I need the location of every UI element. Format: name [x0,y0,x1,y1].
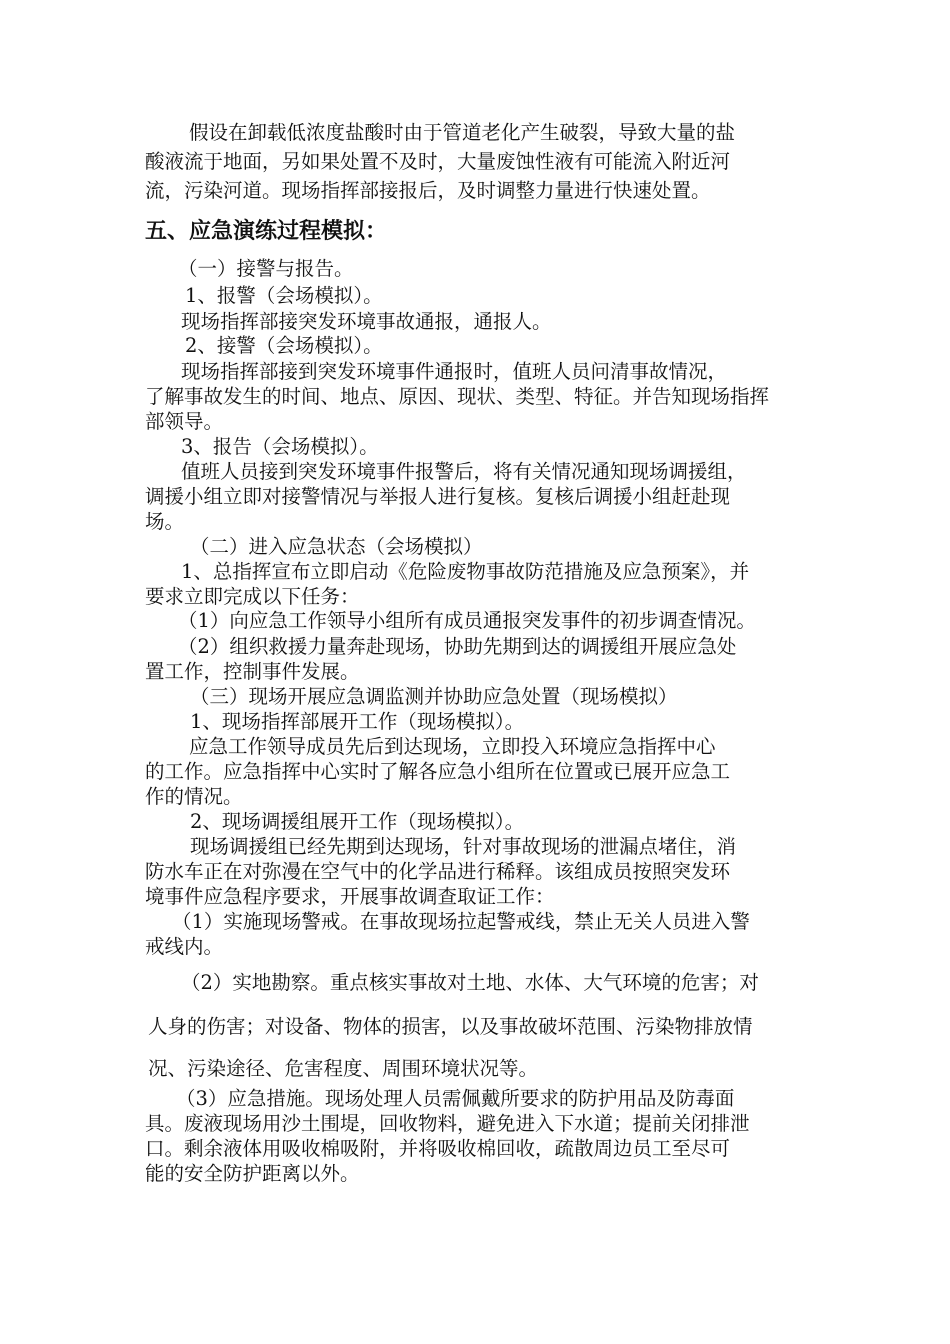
body-line: 的工作。应急指挥中心实时了解各应急小组所在位置或已展开应急工 [145,760,731,783]
section-title: 五、应急演练过程模拟： [145,219,388,244]
body-line: 应急工作领导成员先后到达现场，立即投入环境应急指挥中心 [189,735,716,758]
body-line: 现场指挥部接到突发环境事件通报时，值班人员问清事故情况， [181,360,728,383]
body-line: 能的安全防护距离以外。 [145,1162,360,1185]
body-line: 1、总指挥宣布立即启动《危险废物事故防范措施及应急预案》，并 [181,560,750,583]
body-line: 值班人员接到突发环境事件报警后，将有关情况通知现场调援组， [181,460,747,483]
body-line: 2、现场调援组展开工作（现场模拟）。 [190,810,525,833]
body-line: 况、污染途径、危害程度、周围环境状况等。 [148,1057,539,1080]
body-line: （3）应急措施。现场处理人员需佩戴所要求的防护用品及防毒面 [176,1087,735,1110]
body-line: 2、接警（会场模拟）。 [185,334,383,357]
body-line: 作的情况。 [145,785,243,808]
body-line: 具。废液现场用沙土围堤，回收物料，避免进入下水道；提前关闭排泄 [145,1112,750,1135]
body-line: （1）实施现场警戒。在事故现场拉起警戒线，禁止无关人员进入警 [172,910,750,933]
body-line: （2）组织救援力量奔赴现场，协助先期到达的调援组开展应急处 [178,635,737,658]
body-line: 戒线内。 [145,935,224,958]
body-line: 部领导。 [145,410,224,433]
intro-line-2: 酸液流于地面，另如果处置不及时，大量废蚀性液有可能流入附近河 [145,150,731,173]
intro-line-1: 假设在卸载低浓度盐酸时由于管道老化产生破裂，导致大量的盐 [189,121,736,144]
body-line: 1、报警（会场模拟）。 [185,284,383,307]
body-line: 置工作，控制事件发展。 [145,660,360,683]
body-line: （三）现场开展应急调监测并协助应急处置（现场模拟） [190,685,678,708]
body-line: 口。剩余液体用吸收棉吸附，并将吸收棉回收，疏散周边员工至尽可 [145,1137,731,1160]
body-line: 要求立即完成以下任务： [145,585,360,608]
body-line: 境事件应急程序要求，开展事故调查取证工作： [145,885,555,908]
body-line: 场。 [145,510,185,533]
body-line: 了解事故发生的时间、地点、原因、现状、类型、特征。并告知现场指挥 [145,385,770,408]
body-line: 现场调援组已经先期到达现场，针对事故现场的泄漏点堵住，消 [190,835,737,858]
body-line: 调援小组立即对接警情况与举报人进行复核。复核后调援小组赶赴现 [145,485,731,508]
body-line: 现场指挥部接突发环境事故通报，通报人。 [181,310,552,333]
body-line: 人身的伤害；对设备、物体的损害，以及事故破坏范围、污染物排放情 [148,1015,753,1038]
body-line: （2）实地勘察。重点核实事故对土地、水体、大气环境的危害；对 [181,971,759,994]
body-line: （二）进入应急状态（会场模拟） [190,535,483,558]
body-line: 3、报告（会场模拟）。 [181,435,379,458]
body-line: （1）向应急工作领导小组所有成员通报突发事件的初步调查情况。 [178,609,756,632]
body-line: 防水车正在对弥漫在空气中的化学品进行稀释。该组成员按照突发环 [145,860,731,883]
body-line: （一）接警与报告。 [178,257,354,280]
intro-line-3: 流，污染河道。现场指挥部接报后，及时调整力量进行快速处置。 [145,179,711,202]
body-line: 1、现场指挥部展开工作（现场模拟）。 [190,710,525,733]
